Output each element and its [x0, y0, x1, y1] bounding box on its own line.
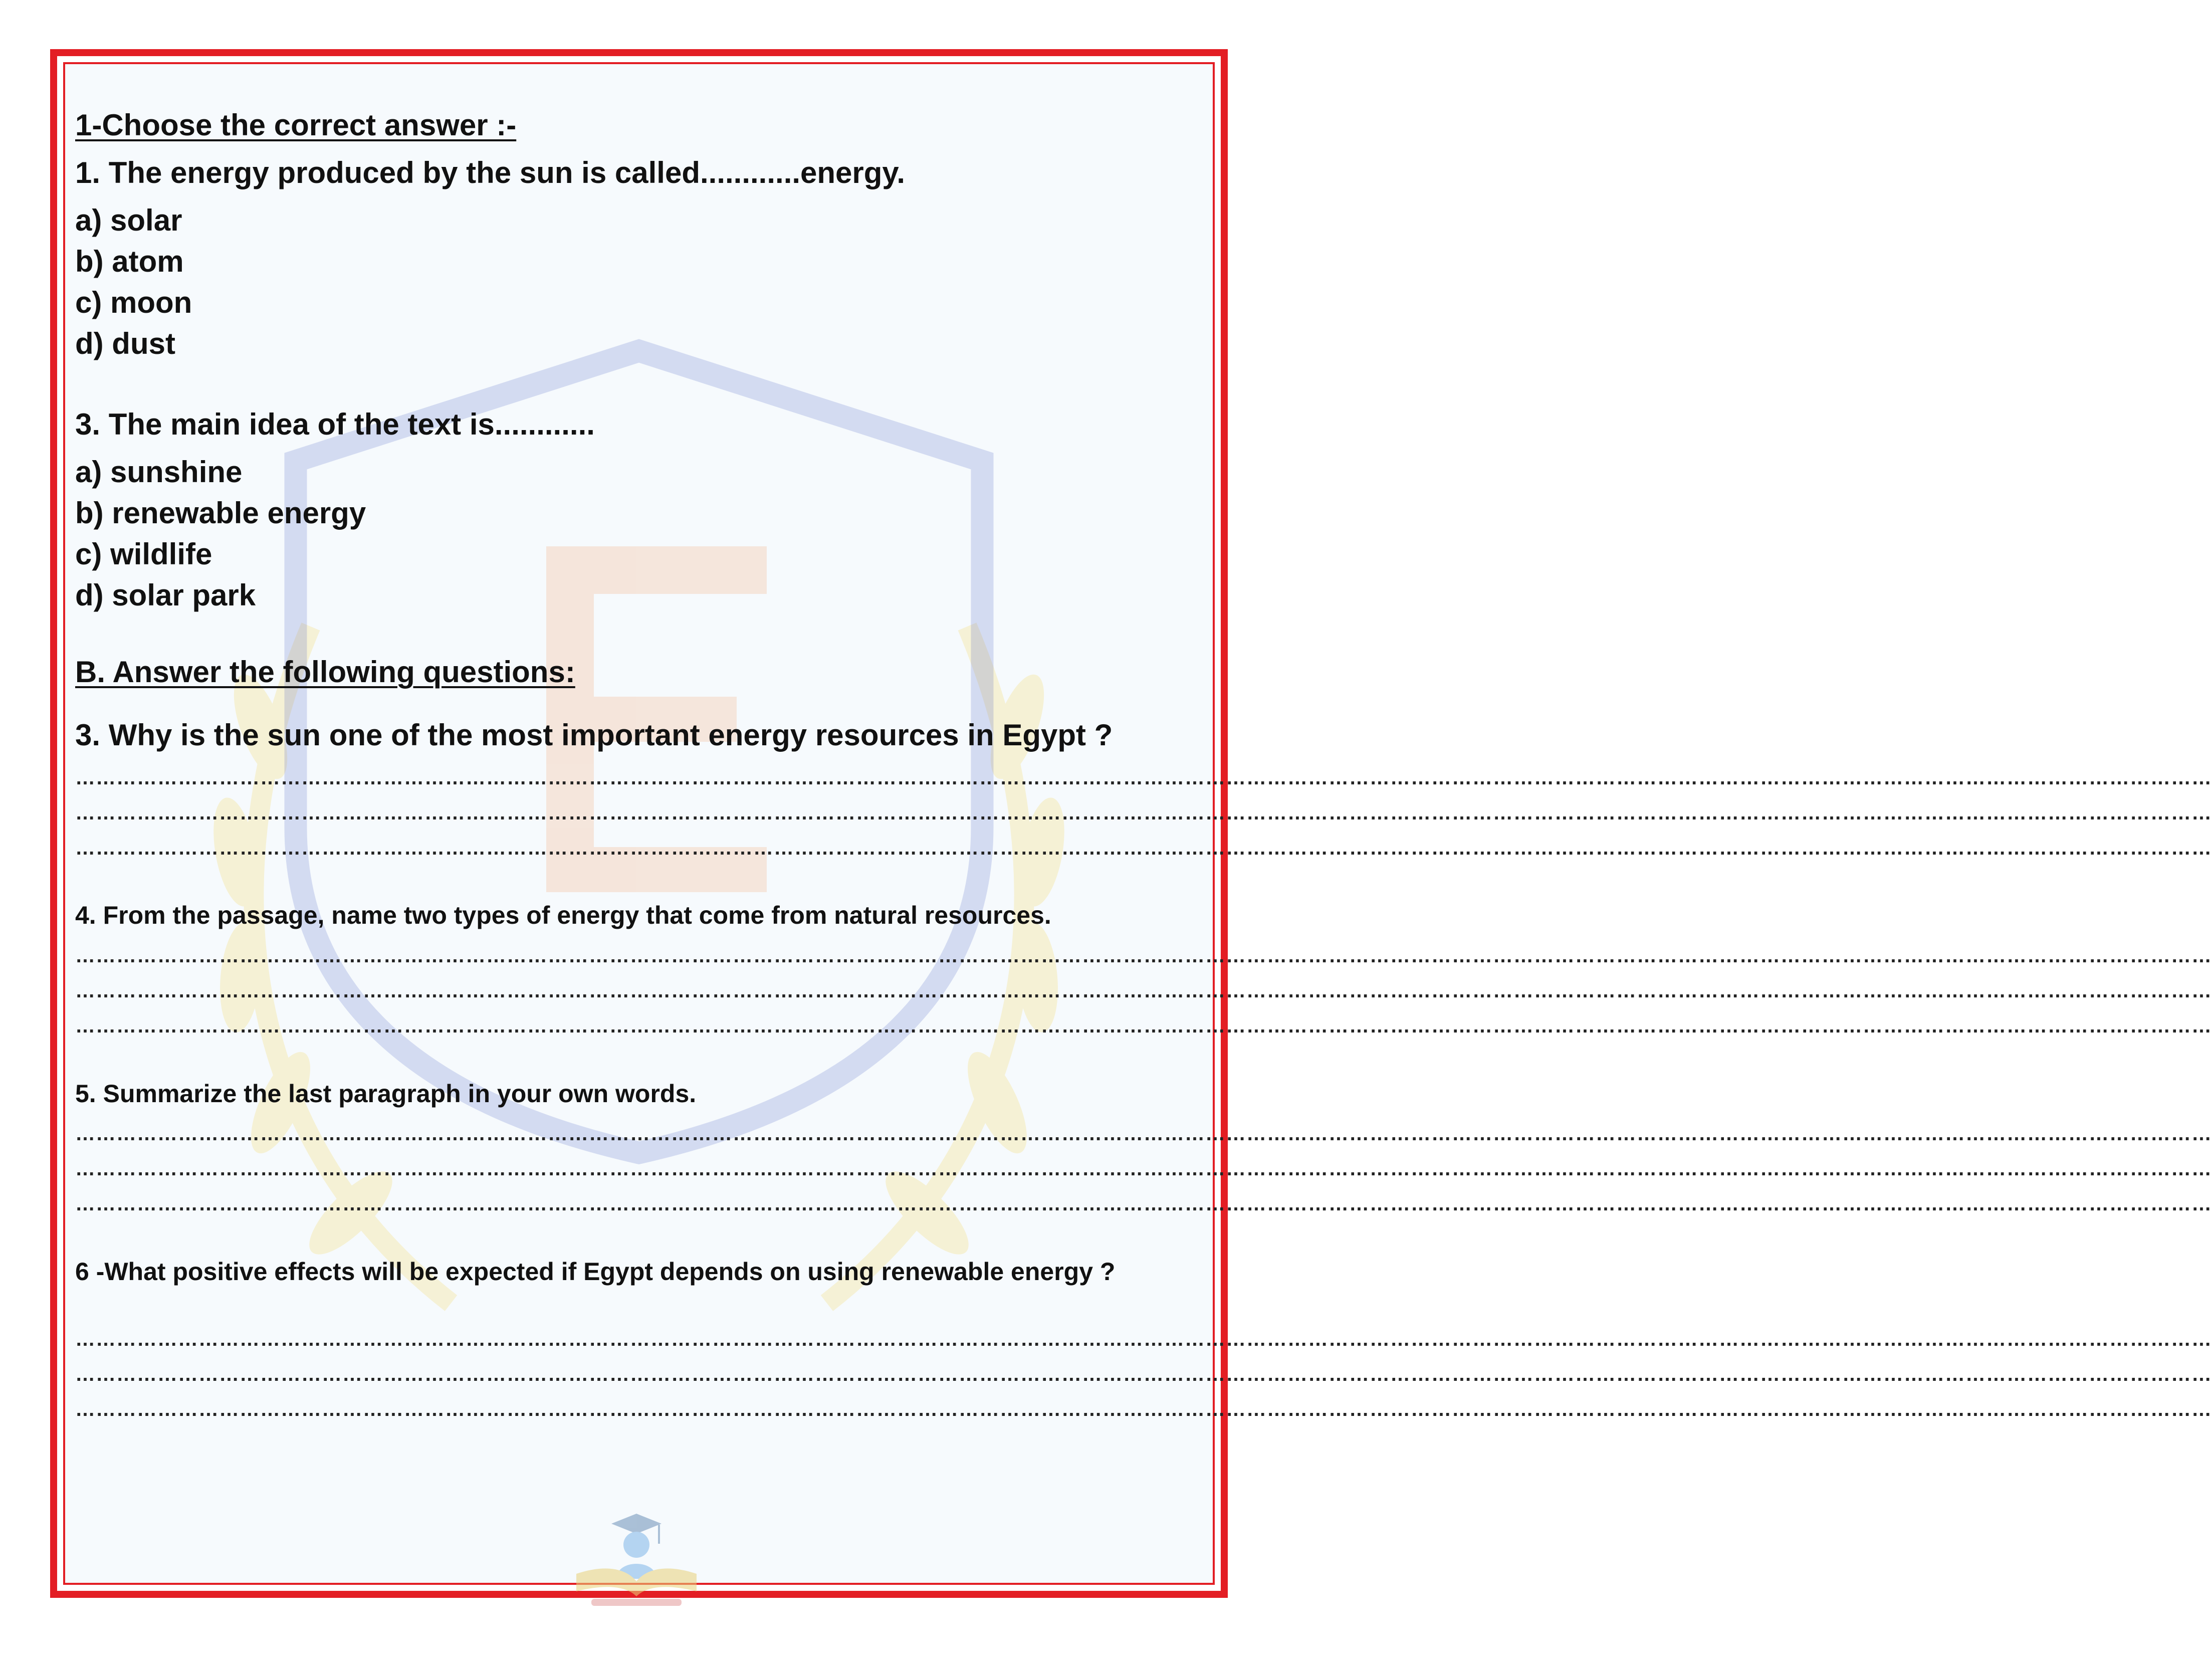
answer-line[interactable]: ……………………………………………………………………………………………………………………………………………………………………………………………………………………………………………………………………………………	[75, 945, 2212, 967]
answer-line[interactable]: ……………………………………………………………………………………………………………………………………………………………………………………………………………………………………………………………………………………	[75, 1123, 2212, 1145]
question-1-option-b: b) atom	[75, 245, 184, 278]
question-3-option-c: c) wildlife	[75, 537, 212, 571]
question-3-text: 3. The main idea of the text is............	[75, 407, 595, 441]
question-b6-text: 6 -What positive effects will be expected if Egypt depends on using renewable energy ?	[75, 1258, 1116, 1286]
question-b5-text: 5. Summarize the last paragraph in your own words.	[75, 1080, 697, 1108]
section-a-heading: 1-Choose the correct answer :-	[75, 108, 517, 142]
answer-line[interactable]: ……………………………………………………………………………………………………………………………………………………………………………………………………………………………………………………………………………………	[75, 802, 2212, 824]
question-3-option-b: b) renewable energy	[75, 496, 366, 530]
section-b-heading: B. Answer the following questions:	[75, 655, 575, 689]
question-3-option-a: a) sunshine	[75, 455, 243, 489]
answer-line[interactable]: ……………………………………………………………………………………………………………………………………………………………………………………………………………………………………………………………………………………	[75, 837, 2212, 859]
question-1-text: 1. The energy produced by the sun is called............energy.	[75, 156, 906, 189]
answer-line[interactable]: ……………………………………………………………………………………………………………………………………………………………………………………………………………………………………………………………………………………	[75, 980, 2212, 1002]
answer-line[interactable]: ……………………………………………………………………………………………………………………………………………………………………………………………………………………………………………………………………………………	[75, 1015, 2212, 1037]
answer-line[interactable]: ……………………………………………………………………………………………………………………………………………………………………………………………………………………………………………………………………………………	[75, 1193, 2212, 1215]
question-1-option-d: d) dust	[75, 327, 175, 360]
answer-line[interactable]: ……………………………………………………………………………………………………………………………………………………………………………………………………………………………………………………………………………………	[75, 1158, 2212, 1180]
question-b3-text: 3. Why is the sun one of the most important energy resources in Egypt ?	[75, 718, 1113, 752]
answer-line[interactable]: ……………………………………………………………………………………………………………………………………………………………………………………………………………………………………………………………………………………	[75, 1328, 2212, 1350]
answer-line[interactable]: ……………………………………………………………………………………………………………………………………………………………………………………………………………………………………………………………………………………	[75, 1363, 2212, 1385]
footer-logo-icon	[561, 1509, 712, 1609]
answer-line[interactable]: ……………………………………………………………………………………………………………………………………………………………………………………………………………………………………………………………………………………	[75, 1398, 2212, 1420]
question-3-option-d: d) solar park	[75, 578, 256, 612]
question-1-option-a: a) solar	[75, 203, 182, 237]
question-1-option-c: c) moon	[75, 286, 192, 319]
answer-line[interactable]: ……………………………………………………………………………………………………………………………………………………………………………………………………………………………………………………………………………………	[75, 767, 2212, 789]
question-b4-text: 4. From the passage, name two types of energy that come from natural resources.	[75, 901, 1051, 929]
